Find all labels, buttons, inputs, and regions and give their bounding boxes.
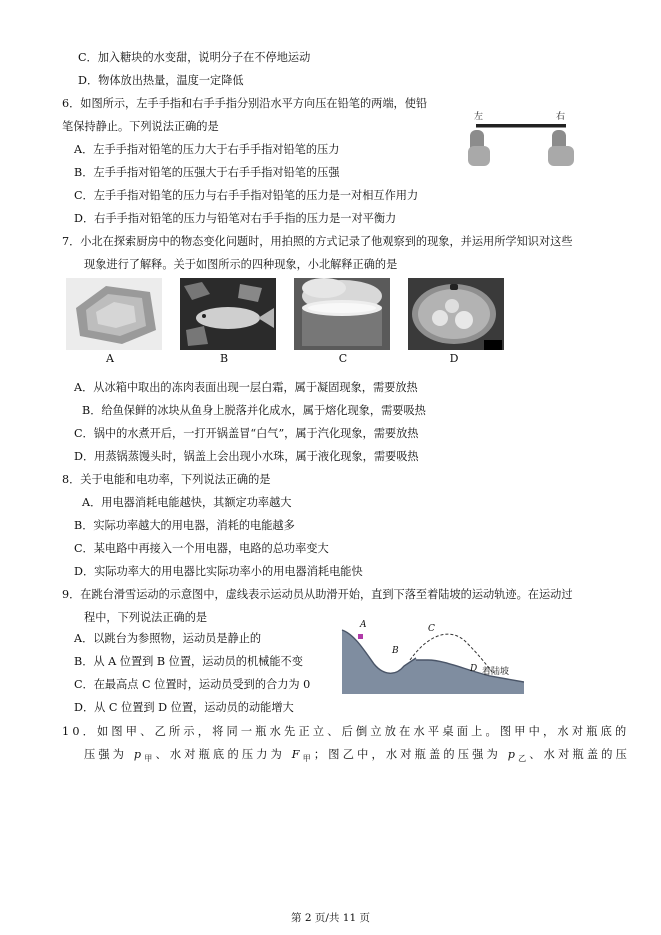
q7-option-b: B．给鱼保鲜的冰块从鱼身上脱落并化成水，属于熔化现象，需要吸热 [82, 404, 426, 417]
photo-caption-a: A [106, 352, 114, 365]
q9-option-c: C．在最高点 C 位置时，运动员受到的合力为 0 [74, 678, 311, 691]
landing-slope-label: 着陆坡 [482, 667, 510, 677]
figure-point-c: C [428, 624, 435, 634]
q7-option-d: D．用蒸锅蒸馒头时，锅盖上会出现小水珠，属于液化现象，需要吸热 [74, 450, 419, 463]
q5-option-c: C．加入糖块的水变甜，说明分子在不停地运动 [78, 51, 311, 64]
q10-stem-line2 [84, 747, 630, 764]
photo-caption-c: C [338, 352, 348, 365]
fish-on-ice-photo [180, 278, 276, 350]
q7-stem-line1: 7．小北在探索厨房中的物态变化问题时，用拍照的方式记录了他观察到的现象，并运用所学知识对这些 [62, 235, 573, 248]
photo-caption-b: B [219, 352, 229, 365]
pencil-fingers-figure [462, 108, 578, 166]
q9-option-d: D．从 C 位置到 D 位置，运动员的动能增大 [74, 701, 294, 714]
figure-point-a: A [360, 620, 367, 630]
q10-text: 、水对瓶底的压力为 [155, 748, 292, 761]
q7-option-a: A．从冰箱中取出的冻肉表面出现一层白霜，属于凝固现象，需要放热 [74, 381, 418, 394]
ski-jump-figure [340, 620, 524, 694]
steamer-lid-photo [408, 278, 504, 350]
q9-option-a: A．以跳台为参照物，运动员是静止的 [74, 632, 262, 645]
force-symbol: F [291, 748, 303, 761]
q8-option-b: B．实际功率越大的用电器，消耗的电能越多 [74, 519, 295, 532]
q6-stem-line2: 笔保持静止。下列说法正确的是 [62, 120, 219, 133]
q9-stem-line2: 程中，下列说法正确的是 [84, 611, 208, 624]
q6-option-a: A．左手手指对铅笔的压力大于右手手指对铅笔的压力 [74, 143, 340, 156]
q10-text: ；图乙中，水对瓶盖的压强为 [313, 748, 508, 761]
q6-option-b: B．左手手指对铅笔的压强大于右手手指对铅笔的压强 [74, 166, 340, 179]
q7-option-c: C．锅中的水煮开后，一打开锅盖冒“白气”，属于汽化现象，需要放热 [74, 427, 419, 440]
q5-option-d: D．物体放出热量，温度一定降低 [78, 74, 244, 87]
subscript-jia: 甲 [144, 754, 156, 763]
q8-option-c: C．某电路中再接入一个用电器，电路的总功率变大 [74, 542, 329, 555]
frozen-meat-photo [66, 278, 162, 350]
q8-option-d: D．实际功率大的用电器比实际功率小的用电器消耗电能快 [74, 565, 363, 578]
q6-stem-line1: 6．如图所示，左手手指和右手手指分别沿水平方向压在铅笔的两端，使铅 [62, 97, 428, 110]
q10-stem-line1: 10．如图甲、乙所示，将同一瓶水先正立、后倒立放在水平桌面上。图甲中，水对瓶底的 [62, 725, 630, 738]
pressure-symbol: p [133, 748, 145, 761]
pressure-symbol: p [507, 748, 519, 761]
figure-label-left: 左 [474, 112, 484, 122]
subscript-jia: 甲 [302, 754, 314, 763]
subscript-yi: 乙 [518, 754, 530, 763]
q8-option-a: A．用电器消耗电能越快，其额定功率越大 [82, 496, 292, 509]
q10-text: 、水对瓶盖的压 [529, 748, 631, 761]
q6-option-c: C．左手手指对铅笔的压力与右手手指对铅笔的压力是一对相互作用力 [74, 189, 419, 202]
boiling-pot-photo [294, 278, 390, 350]
figure-point-d: D [470, 664, 478, 674]
q7-stem-line2: 现象进行了解释。关于如图所示的四种现象，小北解释正确的是 [84, 258, 398, 271]
photo-caption-d: D [449, 352, 459, 365]
figure-label-right: 右 [556, 112, 566, 122]
q8-stem: 8．关于电能和电功率，下列说法正确的是 [62, 473, 271, 486]
q6-option-d: D．右手手指对铅笔的压力与铅笔对右手手指的压力是一对平衡力 [74, 212, 397, 225]
figure-point-b: B [392, 646, 399, 656]
q9-stem-line1: 9．在跳台滑雪运动的示意图中，虚线表示运动员从助滑开始，直到下落至着陆坡的运动轨迹。在运动过 [62, 588, 573, 601]
q10-text: 压强为 [84, 748, 134, 761]
q9-option-b: B．从 A 位置到 B 位置，运动员的机械能不变 [74, 655, 303, 668]
page-footer: 第 2 页/共 11 页 [291, 912, 370, 924]
